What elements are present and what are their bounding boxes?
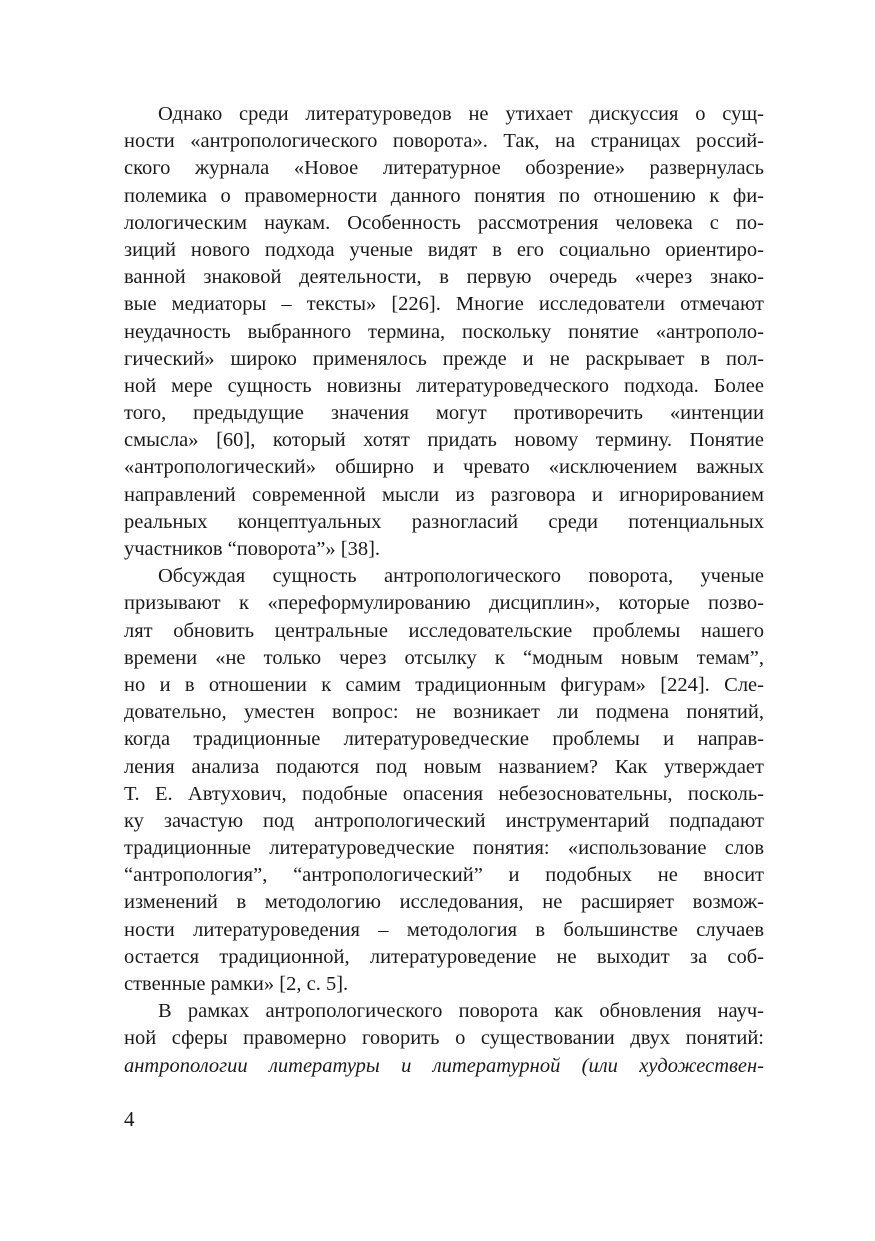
text-line: но и в отношении к самим традиционным фигурам» [224]. Сле- bbox=[124, 673, 764, 696]
text-line: времени «не только через отсылку к “модным новым темам”, bbox=[124, 646, 764, 669]
text-line: смысла» [60], который хотят придать новому термину. Понятие bbox=[124, 429, 764, 452]
text-line: ной мере сущность новизны литературоведческого подхода. Более bbox=[124, 374, 764, 397]
text-line: ности «антропологического поворота». Так, на страницах россий- bbox=[124, 130, 764, 153]
text-line: изменений в методологию исследования, не расширяет возмож- bbox=[124, 891, 764, 914]
text-line: “антропология”, “антропологический” и подобных не вносит bbox=[124, 864, 764, 887]
text-line: зиций нового подхода ученые видят в его социально ориентиро- bbox=[124, 238, 764, 261]
text-line: полемика о правомерности данного понятия по отношению к фи- bbox=[124, 184, 764, 207]
paragraph-3 bbox=[124, 998, 764, 1080]
text-line: вые медиаторы – тексты» [226]. Многие исследователи отмечают bbox=[124, 293, 764, 316]
text-line: лологическим наукам. Особенность рассмотрения человека с по- bbox=[124, 211, 764, 234]
text-line: довательно, уместен вопрос: не возникает ли подмена понятий, bbox=[124, 701, 764, 724]
text-line: ности литературоведения – методология в большинстве случаев bbox=[124, 918, 764, 941]
text-line: ной сферы правомерно говорить о существовании двух понятий: bbox=[124, 1027, 764, 1050]
text-line: ственные рамки» [2, с. 5]. bbox=[124, 973, 349, 995]
text-line: Однако среди литературоведов не утихает дискуссия о сущ- bbox=[158, 103, 764, 125]
text-line: призывают к «переформулированию дисциплин», которые позво- bbox=[124, 592, 764, 615]
text-line: того, предыдущие значения могут противоречить «интенции bbox=[124, 402, 764, 425]
text-line: участников “поворота”» [38]. bbox=[124, 538, 381, 560]
text-line: Обсуждая сущность антропологического поворота, ученые bbox=[158, 565, 764, 588]
text-line: Т. Е. Автухович, подобные опасения небезосновательны, посколь- bbox=[124, 782, 764, 805]
page-number: 4 bbox=[124, 1107, 135, 1131]
text-line: направлений современной мысли из разговора и игнорированием bbox=[124, 483, 764, 506]
text-line: ского журнала «Новое литературное обозрение» развернулась bbox=[124, 157, 764, 180]
paragraph-2 bbox=[124, 563, 764, 998]
text-line: В рамках антропологического поворота как обновления науч- bbox=[158, 1000, 764, 1023]
paragraph-1 bbox=[124, 101, 764, 563]
text-line: ванной знаковой деятельности, в первую очередь «через знако- bbox=[124, 266, 764, 289]
text-line: гический» широко применялось прежде и не раскрывает в пол- bbox=[124, 347, 764, 370]
text-line: «антропологический» обширно и чревато «исключением важных bbox=[124, 456, 764, 479]
text-line: неудачность выбранного термина, поскольку понятие «антрополо- bbox=[124, 320, 764, 343]
text-line-italic: антропологии литературы и литературной (или художествен- bbox=[124, 1054, 764, 1077]
text-line: реальных концептуальных разногласий среди потенциальных bbox=[124, 510, 764, 533]
text-line: когда традиционные литературоведческие проблемы и направ- bbox=[124, 728, 764, 751]
text-line: традиционные литературоведческие понятия: «использование слов bbox=[124, 837, 764, 860]
text-line: ления анализа подаются под новым названием? Как утверждает bbox=[124, 755, 764, 778]
text-line: лят обновить центральные исследовательские проблемы нашего bbox=[124, 619, 764, 642]
text-line: ку зачастую под антропологический инструментарий подпадают bbox=[124, 809, 764, 832]
text-line: остается традиционной, литературоведение не выходит за соб- bbox=[124, 945, 764, 968]
body-text bbox=[124, 101, 764, 1080]
